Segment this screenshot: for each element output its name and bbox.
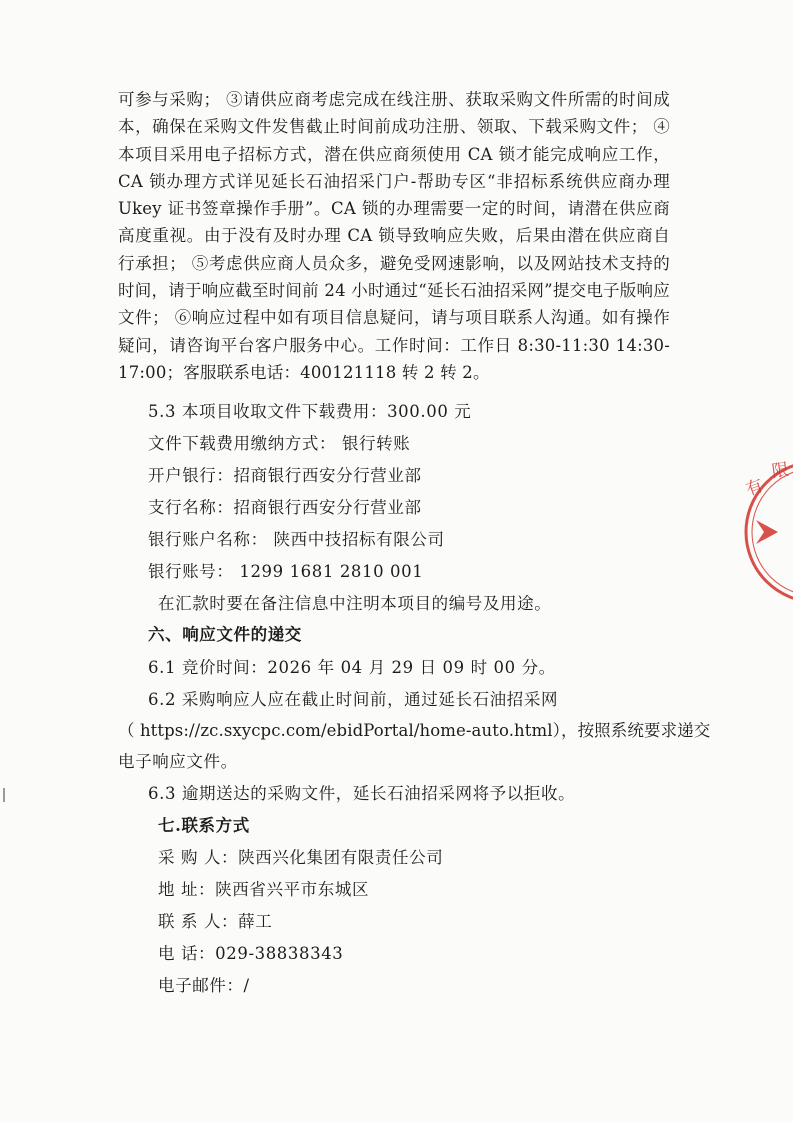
svg-text:有: 有 (743, 475, 767, 501)
section-7-heading: 七.联系方式 (158, 816, 250, 835)
account-number-line: 银行账号： 1299 1681 2810 001 (148, 562, 424, 581)
phone-line: 电 话：029-38838343 (158, 944, 344, 963)
download-fee-line: 5.3 本项目收取文件下载费用：300.00 元 (148, 402, 472, 421)
address-line: 地 址：陕西省兴平市东城区 (158, 880, 370, 899)
submission-line-end: 电子响应文件。 (118, 752, 238, 771)
branch-line: 支行名称：招商银行西安分行营业部 (148, 498, 422, 517)
submission-line: 6.2 采购响应人应在截止时间前，通过延长石油招采网 (148, 690, 559, 709)
remittance-note: 在汇款时要在备注信息中注明本项目的编号及用途。 (158, 594, 552, 613)
contact-person-line: 联 系 人：薛工 (158, 912, 273, 931)
svg-text:限: 限 (770, 459, 791, 483)
purchaser-line: 采 购 人：陕西兴化集团有限责任公司 (158, 848, 444, 867)
section-6-heading: 六、响应文件的递交 (148, 625, 302, 644)
payment-method-line: 文件下载费用缴纳方式： 银行转账 (148, 434, 411, 453)
account-name-line: 银行账户名称： 陕西中技招标有限公司 (148, 530, 445, 549)
bid-time-line: 6.1 竞价时间：2026 年 04 月 29 日 09 时 00 分。 (148, 658, 556, 677)
procurement-notes-paragraph: 可参与采购； ③请供应商考虑完成在线注册、获取采购文件所需的时间成本，确保在采购文件发售截止时间前成功注册、领取、下载采购文件； ④本项目采用电子招标方式，潜在供应商须使用 CA 锁才能完成响应工作，CA 锁办理方式详见延长石油招采门户-帮助专区“非招标系统供应商办理 Ukey 证书签章操作手册”。CA 锁的办理需要一定的时间，请潜在供应商高度重视。由于没有及时办理 CA 锁导致响应失败，后果由潜在供应商自行承担； ⑤考虑供应商人员众多，避免受网速影响，以及网站技术支持的时间，请于响应截至时间前 24 小时通过“延长石油招采网”提交电子版响应文件； ⑥响应过程中如有项目信息疑问，请与项目联系人沟通。如有操作疑问，请咨询平台客户服务中心。工作时间：工作日 8:30-11:30 14:30-17:00；客服联系电话：400121118 转 2 转 2。 (118, 90, 670, 382)
email-line: 电子邮件：/ (158, 976, 250, 995)
bank-line: 开户银行：招商银行西安分行营业部 (148, 466, 422, 485)
portal-url-line: （ https://zc.sxycpc.com/ebidPortal/home-auto.html），按照系统要求递交 (118, 721, 711, 740)
company-seal-stamp (738, 452, 793, 612)
late-submission-line: 6.3 逾期送达的采购文件，延长石油招采网将予以拒收。 (148, 784, 576, 803)
scan-margin-mark (3, 788, 5, 802)
